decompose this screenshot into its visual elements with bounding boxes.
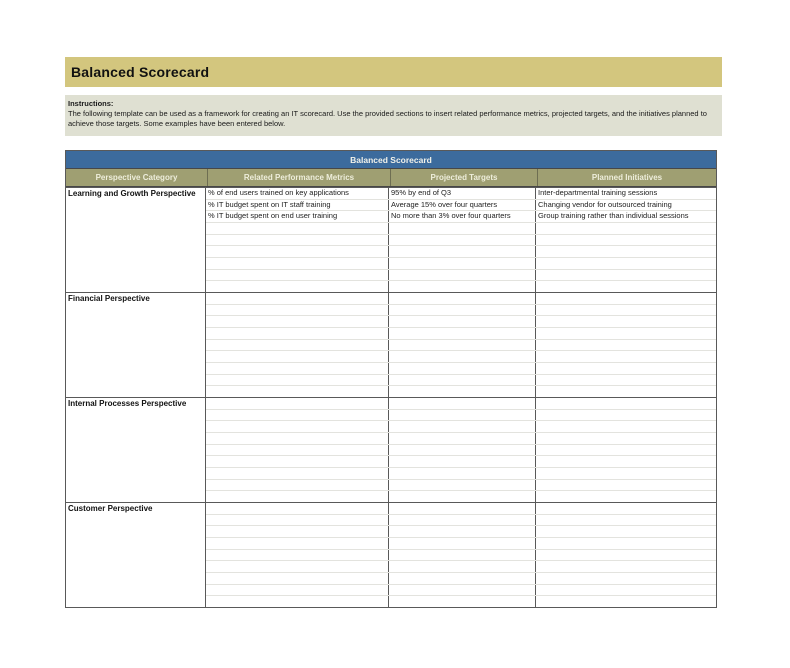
- table-row: [206, 433, 716, 445]
- metric-cell[interactable]: [206, 316, 389, 327]
- initiative-cell[interactable]: [536, 491, 716, 502]
- table-row: [206, 491, 716, 502]
- category-cell-financial[interactable]: Financial Perspective: [66, 293, 206, 397]
- initiative-cell[interactable]: [536, 503, 716, 514]
- target-cell[interactable]: [389, 515, 536, 526]
- table-row: [206, 188, 716, 200]
- table-row: [206, 456, 716, 468]
- table-row: [206, 550, 716, 562]
- target-cell[interactable]: [389, 223, 536, 234]
- initiative-cell[interactable]: [536, 456, 716, 467]
- target-cell[interactable]: [389, 235, 536, 246]
- table-row: [206, 281, 716, 292]
- document-title-bar: [65, 57, 722, 87]
- table-row: [206, 328, 716, 340]
- metric-cell[interactable]: [206, 235, 389, 246]
- initiative-cell[interactable]: Inter-departmental training sessions: [538, 188, 658, 198]
- column-header-row: [66, 169, 716, 187]
- target-cell[interactable]: [389, 456, 536, 467]
- table-row: [206, 200, 716, 212]
- target-cell[interactable]: [389, 398, 536, 409]
- metric-cell[interactable]: [206, 456, 389, 467]
- target-cell[interactable]: [389, 305, 536, 316]
- table-row: [206, 480, 716, 492]
- initiative-cell[interactable]: [536, 561, 716, 572]
- target-cell[interactable]: [389, 351, 536, 362]
- target-cell[interactable]: Average 15% over four quarters: [389, 200, 536, 211]
- initiative-cell[interactable]: [536, 235, 716, 246]
- table-row: [206, 503, 716, 515]
- table-row: [206, 596, 716, 607]
- instructions-heading: Instructions:: [68, 99, 114, 108]
- target-cell[interactable]: [389, 585, 536, 596]
- target-cell[interactable]: [389, 386, 536, 397]
- initiative-cell[interactable]: [536, 363, 716, 374]
- metric-cell[interactable]: [206, 351, 389, 362]
- initiative-cell[interactable]: [536, 328, 716, 339]
- metric-cell[interactable]: [206, 503, 389, 514]
- target-cell[interactable]: [389, 246, 536, 257]
- metric-cell[interactable]: [206, 258, 389, 269]
- section-rows: [206, 503, 716, 607]
- initiative-cell[interactable]: [536, 585, 716, 596]
- target-cell[interactable]: [389, 573, 536, 584]
- metric-cell[interactable]: [206, 328, 389, 339]
- initiative-cell[interactable]: [536, 340, 716, 351]
- metric-cell[interactable]: [206, 246, 389, 257]
- section-customer: [66, 502, 716, 607]
- initiative-cell[interactable]: [536, 515, 716, 526]
- initiative-cell[interactable]: [536, 468, 716, 479]
- table-row: [206, 363, 716, 375]
- metric-cell[interactable]: [206, 398, 389, 409]
- target-cell[interactable]: [389, 526, 536, 537]
- target-cell[interactable]: [389, 421, 536, 432]
- table-row: [206, 538, 716, 550]
- target-cell[interactable]: [389, 491, 536, 502]
- table-row: [206, 223, 716, 235]
- initiative-cell[interactable]: [536, 550, 716, 561]
- metric-cell[interactable]: [206, 421, 389, 432]
- initiative-cell[interactable]: [536, 421, 716, 432]
- initiative-cell[interactable]: [536, 316, 716, 327]
- metric-cell[interactable]: [206, 410, 389, 421]
- target-cell[interactable]: [389, 258, 536, 269]
- table-row: [206, 561, 716, 573]
- target-cell[interactable]: [389, 480, 536, 491]
- metric-cell[interactable]: [206, 515, 389, 526]
- table-row: [206, 386, 716, 397]
- initiative-cell[interactable]: Changing vendor for outsourced training: [538, 199, 672, 209]
- column-header-projected-targets: Projected Targets: [391, 169, 538, 186]
- metric-cell[interactable]: [206, 550, 389, 561]
- metric-cell[interactable]: [206, 293, 389, 304]
- table-row: [206, 573, 716, 585]
- metric-cell[interactable]: [206, 585, 389, 596]
- table-row: [206, 316, 716, 328]
- column-header-perspective-category: Perspective Category: [66, 169, 208, 186]
- metric-cell[interactable]: [206, 561, 389, 572]
- initiative-cell[interactable]: [536, 281, 716, 292]
- initiative-cell[interactable]: [536, 270, 716, 281]
- target-cell[interactable]: [389, 445, 536, 456]
- table-row: [206, 515, 716, 527]
- metric-cell[interactable]: % IT budget spent on IT staff training: [206, 200, 389, 211]
- metric-cell[interactable]: [206, 445, 389, 456]
- table-row: [206, 246, 716, 258]
- section-rows: [206, 293, 716, 397]
- document-title: Balanced Scorecard: [71, 64, 210, 80]
- table-row: [206, 340, 716, 352]
- metric-cell[interactable]: [206, 386, 389, 397]
- target-cell[interactable]: [389, 316, 536, 327]
- target-cell[interactable]: [389, 281, 536, 292]
- category-cell-internal-processes[interactable]: Internal Processes Perspective: [66, 398, 206, 502]
- section-internal-processes: [66, 397, 716, 502]
- table-row: [206, 293, 716, 305]
- target-cell[interactable]: [389, 561, 536, 572]
- metric-cell[interactable]: [206, 573, 389, 584]
- target-cell[interactable]: [389, 293, 536, 304]
- table-row: [206, 351, 716, 363]
- instructions-text: The following template can be used as a framework for creating an IT scorecard. Use the provided sections to insert related performance metrics, projected targets, and the initiatives planned to achieve those targets. Some examples have been entered below.: [68, 109, 707, 128]
- metric-cell[interactable]: [206, 433, 389, 444]
- table-row: [206, 526, 716, 538]
- target-cell[interactable]: [389, 468, 536, 479]
- table-row: [206, 398, 716, 410]
- table-row: [206, 375, 716, 387]
- table-row: [206, 421, 716, 433]
- initiative-cell[interactable]: [536, 445, 716, 456]
- target-cell[interactable]: [389, 340, 536, 351]
- target-cell[interactable]: [389, 363, 536, 374]
- metric-cell[interactable]: [206, 340, 389, 351]
- initiative-cell[interactable]: [536, 375, 716, 386]
- initiative-cell[interactable]: Group training rather than individual sessions: [538, 211, 689, 221]
- section-rows: [206, 398, 716, 502]
- column-header-planned-initiatives: Planned Initiatives: [591, 173, 663, 182]
- section-rows: [206, 188, 716, 292]
- metric-cell[interactable]: [206, 270, 389, 281]
- table-row: [206, 270, 716, 282]
- metric-cell[interactable]: [206, 480, 389, 491]
- metric-cell[interactable]: [206, 596, 389, 607]
- metric-cell[interactable]: [206, 538, 389, 549]
- target-cell[interactable]: [389, 538, 536, 549]
- target-cell[interactable]: [389, 503, 536, 514]
- initiative-cell[interactable]: [536, 351, 716, 362]
- initiative-cell[interactable]: [536, 258, 716, 269]
- table-row: [206, 211, 716, 223]
- initiative-cell[interactable]: [536, 246, 716, 257]
- target-cell[interactable]: [389, 596, 536, 607]
- instructions-panel: [65, 95, 722, 136]
- table-row: [206, 585, 716, 597]
- category-cell-customer[interactable]: Customer Perspective: [66, 503, 206, 607]
- initiative-cell[interactable]: [536, 410, 716, 421]
- target-cell[interactable]: [389, 550, 536, 561]
- table-row: [206, 258, 716, 270]
- target-cell[interactable]: [389, 328, 536, 339]
- category-cell-learning-and-growth[interactable]: Learning and Growth Perspective: [66, 188, 206, 292]
- scorecard-table: [65, 150, 717, 608]
- initiative-cell[interactable]: [536, 538, 716, 549]
- target-cell[interactable]: [389, 433, 536, 444]
- metric-cell[interactable]: [206, 305, 389, 316]
- initiative-cell[interactable]: [536, 305, 716, 316]
- target-cell[interactable]: [389, 410, 536, 421]
- initiative-cell[interactable]: [536, 480, 716, 491]
- metric-cell[interactable]: [206, 375, 389, 386]
- table-row: [206, 410, 716, 422]
- table-row: [206, 235, 716, 247]
- table-row: [206, 468, 716, 480]
- section-learning-and-growth: [66, 187, 716, 292]
- initiative-cell[interactable]: [536, 596, 716, 607]
- initiative-cell[interactable]: [536, 433, 716, 444]
- initiative-cell[interactable]: [536, 573, 716, 584]
- metric-cell[interactable]: [206, 491, 389, 502]
- table-title: Balanced Scorecard: [66, 151, 716, 169]
- initiative-cell[interactable]: [536, 398, 716, 409]
- column-header-related-performance-metrics: Related Performance Metrics: [208, 169, 391, 186]
- table-row: [206, 445, 716, 457]
- metric-cell[interactable]: [206, 223, 389, 234]
- target-cell[interactable]: [389, 375, 536, 386]
- metric-cell[interactable]: % of end users trained on key applications: [206, 188, 389, 199]
- metric-cell[interactable]: [206, 363, 389, 374]
- target-cell[interactable]: No more than 3% over four quarters: [389, 211, 536, 222]
- metric-cell[interactable]: [206, 526, 389, 537]
- metric-cell[interactable]: % IT budget spent on end user training: [206, 211, 389, 222]
- table-row: [206, 305, 716, 317]
- metric-cell[interactable]: [206, 468, 389, 479]
- initiative-cell[interactable]: [536, 293, 716, 304]
- initiative-cell[interactable]: [536, 386, 716, 397]
- target-cell[interactable]: [389, 270, 536, 281]
- initiative-cell[interactable]: [536, 526, 716, 537]
- initiative-cell[interactable]: [536, 223, 716, 234]
- section-financial: [66, 292, 716, 397]
- metric-cell[interactable]: [206, 281, 389, 292]
- target-cell[interactable]: 95% by end of Q3: [389, 188, 536, 199]
